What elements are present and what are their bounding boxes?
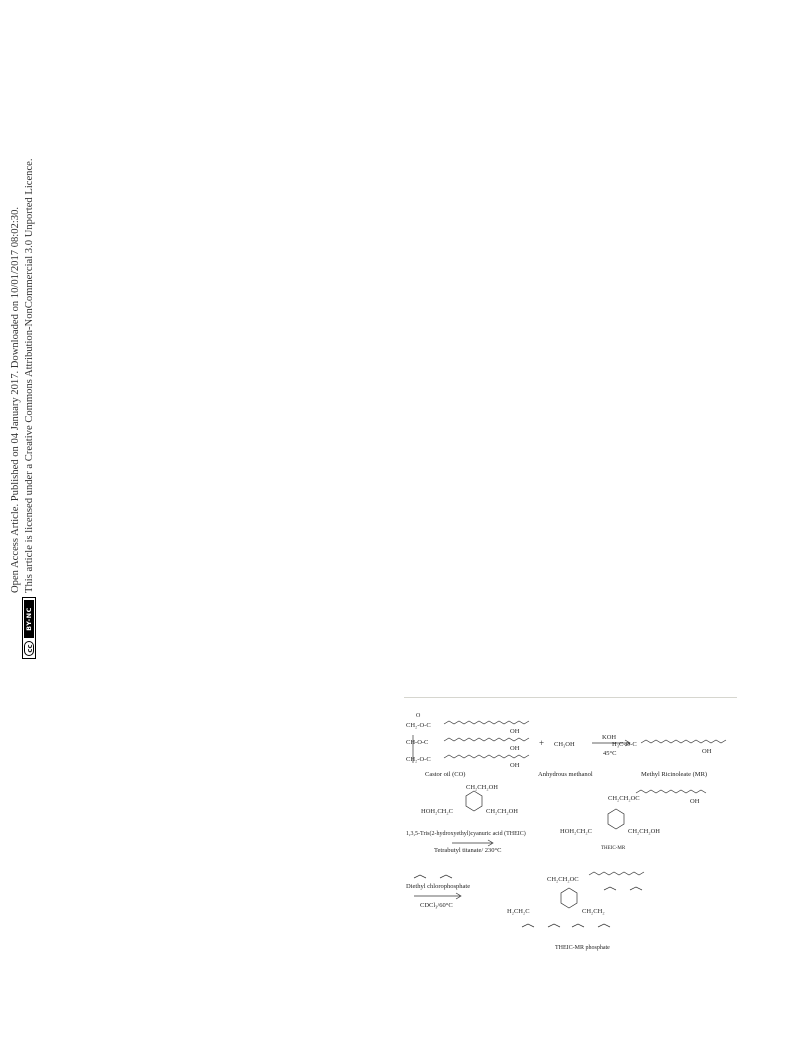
theic-name-label: 1,3,5-Tris(2-hydroxyethyl)cyanuric acid (THEIC) — [406, 831, 526, 837]
oh-label-2: OH — [510, 745, 520, 752]
product-right-group: CH₂CH₂ — [582, 908, 605, 915]
anhydrous-methanol-label: Anhydrous methanol — [538, 771, 593, 778]
scheme-svg — [404, 705, 737, 955]
temp-45-label: 45°C — [603, 750, 617, 757]
by-nc-label: BY-NC — [24, 600, 34, 638]
diethyl-chlorophosphate-label: Diethyl chlorophosphate — [406, 883, 471, 890]
theic-top-group: CH₂CH₂OH — [466, 784, 498, 791]
o-label: O — [416, 713, 421, 719]
koh-label: KOH — [602, 734, 617, 741]
plus-sign: + — [539, 738, 545, 748]
methanol-formula: CH₃OH — [554, 741, 575, 748]
product-top-group: CH₂CH₂OC — [547, 876, 579, 883]
publication-notice: Open Access Article. Published on 04 January 2017. Downloaded on 10/01/2017 08:02:30. — [10, 206, 21, 593]
theic-mr-right-group: CH₂CH₂OH — [628, 828, 660, 835]
product-label: THEIC-MR phosphate — [555, 945, 610, 951]
cho-label: CH-O-C — [406, 739, 429, 746]
castor-oil-label: Castor oil (CO) — [425, 771, 466, 778]
theic-mr-label: THEIC-MR — [601, 846, 626, 851]
theic-mr-left-group: HOH₂CH₂C — [560, 828, 592, 835]
cc-icon: cc — [24, 641, 34, 656]
theic-left-group: HOH₂CH₂C — [421, 808, 453, 815]
methyl-ricinoleate-label: Methyl Ricinoleate (MR) — [641, 771, 708, 778]
oh-label-mr: OH — [702, 748, 712, 755]
ch2o-label-2: CH₂-O-C — [406, 756, 431, 763]
ch2o-label: CH₂-O-C — [406, 722, 431, 729]
product-left-group: H₂CH₂C — [507, 908, 530, 915]
theic-right-group: CH₂CH₂OH — [486, 808, 518, 815]
reaction-scheme-figure — [404, 705, 737, 955]
figure-top-rule — [404, 697, 737, 698]
cc-license-badge[interactable] — [22, 597, 36, 659]
theic-mr-top-group: CH₂CH₂OC — [608, 795, 640, 802]
oh-label-theic-mr: OH — [690, 798, 700, 805]
cdcl3-label: CDCl₃/60°C — [420, 902, 453, 909]
oh-label-3: OH — [510, 762, 520, 769]
tetrabutyl-label: Tetrabutyl titanate/ 230°C — [434, 847, 502, 854]
license-notice[interactable]: This article is licensed under a Creative Commons Attribution-NonCommercial 3.0 Unported Licence. — [24, 158, 35, 593]
license-sidebar — [8, 119, 48, 659]
h3co-label: H₃C-O-C — [612, 741, 637, 748]
oh-label-1: OH — [510, 728, 520, 735]
